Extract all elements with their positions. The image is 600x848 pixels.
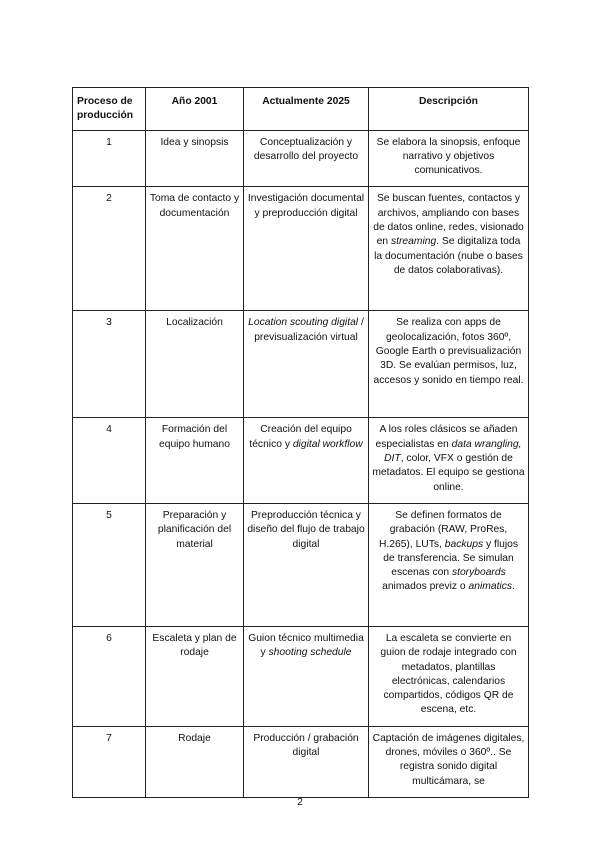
table-row	[73, 130, 529, 187]
table-header-row	[73, 88, 529, 131]
header-proceso: Proceso de producción	[73, 88, 146, 131]
cell-num: 4	[73, 418, 146, 503]
cell-num: 3	[73, 311, 146, 418]
cell-desc: Se realiza con apps de geolocalización, fotos 360º, Google Earth o previsualización 3D. Se evalúan permisos, luz, accesos y sonido en tiempo real.	[369, 311, 529, 418]
cell-2001: Localización	[146, 311, 244, 418]
cell-2025: Creación del equipo técnico y digital workflow	[244, 418, 369, 503]
cell-2025: Conceptualización y desarrollo del proyecto	[244, 130, 369, 187]
cell-desc: Se elabora la sinopsis, enfoque narrativo y objetivos comunicativos.	[369, 130, 529, 187]
cell-2025: Guion técnico multimedia y shooting schedule	[244, 626, 369, 726]
table-row	[73, 626, 529, 726]
cell-desc: A los roles clásicos se añaden especialistas en data wrangling, DIT, color, VFX o gestión de metadatos. El equipo se gestiona online.	[369, 418, 529, 503]
cell-2025: Investigación documental y preproducción digital	[244, 187, 369, 311]
cell-num: 6	[73, 626, 146, 726]
cell-2025: Producción / grabación digital	[244, 726, 369, 797]
header-descripcion: Descripción	[369, 88, 529, 131]
cell-2025: Location scouting digital / previsualización virtual	[244, 311, 369, 418]
table-row	[73, 187, 529, 311]
cell-2001: Rodaje	[146, 726, 244, 797]
table-row	[73, 503, 529, 626]
cell-2001: Formación del equipo humano	[146, 418, 244, 503]
cell-num: 1	[73, 130, 146, 187]
cell-desc: Se buscan fuentes, contactos y archivos, ampliando con bases de datos online, redes, visionado en streaming. Se digitaliza toda la documentación (nube o bases de datos colaborativas).	[369, 187, 529, 311]
cell-2001: Preparación y planificación del material	[146, 503, 244, 626]
cell-desc: Captación de imágenes digitales, drones, móviles o 360º.. Se registra sonido digital multicámara, se	[369, 726, 529, 797]
production-table	[72, 87, 529, 798]
cell-num: 5	[73, 503, 146, 626]
cell-2025: Preproducción técnica y diseño del flujo de trabajo digital	[244, 503, 369, 626]
cell-desc: Se definen formatos de grabación (RAW, ProRes, H.265), LUTs, backups y flujos de transferencia. Se simulan escenas con storyboards animados previz o animatics.	[369, 503, 529, 626]
header-anio-2001: Año 2001	[146, 88, 244, 131]
cell-2001: Escaleta y plan de rodaje	[146, 626, 244, 726]
cell-num: 7	[73, 726, 146, 797]
cell-2001: Idea y sinopsis	[146, 130, 244, 187]
table-row	[73, 311, 529, 418]
cell-num: 2	[73, 187, 146, 311]
table-row	[73, 726, 529, 797]
page-number: 2	[297, 796, 303, 808]
cell-2001: Toma de contacto y documentación	[146, 187, 244, 311]
table-row	[73, 418, 529, 503]
header-actualmente-2025: Actualmente 2025	[244, 88, 369, 131]
cell-desc: La escaleta se convierte en guion de rodaje integrado con metadatos, plantillas electrónicas, calendarios compartidos, códigos QR de escena, etc.	[369, 626, 529, 726]
